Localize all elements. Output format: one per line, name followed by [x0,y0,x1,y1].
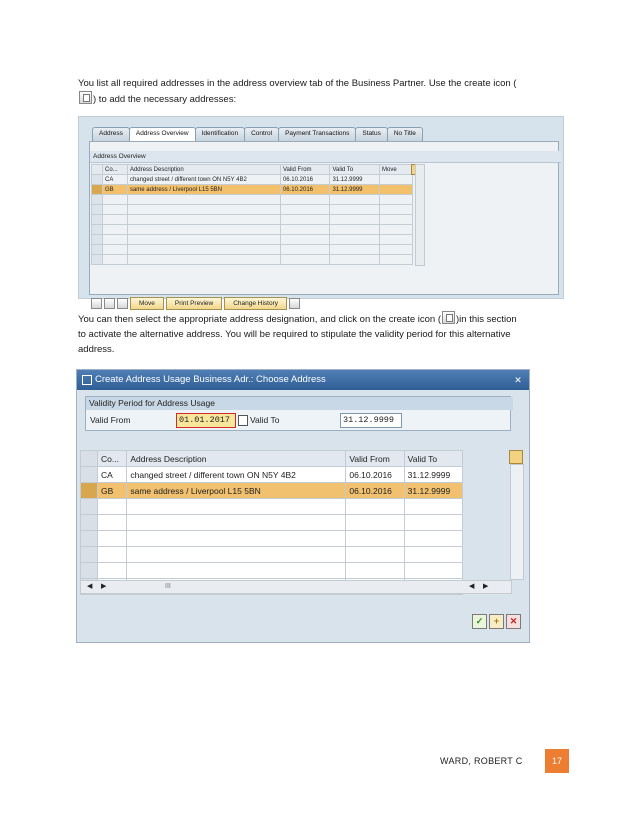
cell-from: 06.10.2016 [346,467,404,483]
empty-cell [330,225,380,235]
empty-cell [98,499,127,515]
column-header[interactable]: Move [380,165,413,175]
scroll-right-icon[interactable]: ▶ [101,583,107,590]
empty-row[interactable] [92,195,413,205]
move-button[interactable]: Move [130,297,164,310]
empty-cell [330,195,380,205]
cell-co: CA [103,175,128,185]
empty-cell [346,499,404,515]
table-toolbar [91,297,300,310]
table-settings-icon[interactable] [509,450,523,464]
cell-desc: same address / Liverpool L15 5BN [127,483,346,499]
column-header[interactable]: Co... [98,451,127,467]
column-header[interactable]: Valid From [280,165,330,175]
empty-cell [330,215,380,225]
cell-co: CA [98,467,127,483]
empty-cell [380,205,413,215]
empty-cell [103,205,128,215]
create-icon [79,91,92,104]
cell-to: 31.12.9999 [404,483,462,499]
cell-to: 31.12.9999 [330,185,380,195]
cell-to: 31.12.9999 [330,175,380,185]
group-title: Validity Period for Address Usage [86,397,513,410]
vertical-scrollbar[interactable] [510,464,524,580]
empty-cell [380,225,413,235]
validity-period-group [85,396,511,431]
table-header-row [81,451,463,467]
empty-row[interactable] [81,499,463,515]
table-header-row [92,165,413,175]
scroll-left-icon[interactable]: ◀ [87,583,93,590]
empty-row[interactable] [81,515,463,531]
column-header[interactable]: Valid To [330,165,380,175]
group-title: Address Overview [90,151,561,163]
tab-payment-transactions[interactable]: Payment Transactions [278,127,356,141]
print-preview-button[interactable]: Print Preview [166,297,222,310]
valid-to-input[interactable]: 31.12.9999 [340,413,402,428]
row-selector[interactable] [92,175,103,185]
empty-cell [280,235,330,245]
table-row[interactable] [81,467,463,483]
empty-row[interactable] [92,255,413,265]
valid-from-label: Valid From [90,415,131,425]
empty-cell [346,515,404,531]
confirm-check-icon[interactable]: ✓ [472,614,487,629]
address-table [91,164,413,265]
cell-desc: changed street / different town ON N5Y 4B2 [127,467,346,483]
empty-row[interactable] [81,531,463,547]
row-selector[interactable] [92,215,103,225]
empty-cell [404,515,462,531]
table-row[interactable] [92,175,413,185]
cell-from: 06.10.2016 [280,185,330,195]
address-overview-screenshot [78,116,564,307]
row-selector[interactable] [81,467,98,483]
empty-row[interactable] [92,225,413,235]
cell-to: 31.12.9999 [404,467,462,483]
empty-cell [98,563,127,579]
intro-paragraph [78,76,568,107]
cell-co: GB [103,185,128,195]
create-icon[interactable] [91,298,102,309]
table-row[interactable] [81,483,463,499]
cell-move [380,185,413,195]
close-icon[interactable]: ✕ [514,375,522,385]
empty-cell [330,235,380,245]
scroll-right-icon[interactable]: ▶ [483,583,489,590]
empty-cell [280,255,330,265]
instruction-text-line3: address. [78,344,115,355]
instruction-paragraph [78,311,568,357]
empty-cell [127,195,280,205]
horizontal-scrollbar[interactable] [80,580,512,594]
intro-text-line2: ) to add the necessary addresses: [93,94,237,105]
instruction-text-line2: to activate the alternative address. You will be required to stipulate the validity period for this alternative [78,329,511,340]
empty-cell [103,235,128,245]
empty-cell [127,205,280,215]
empty-row[interactable] [92,205,413,215]
expand-icon[interactable] [289,298,300,309]
empty-cell [346,531,404,547]
dialog-window-icon [82,375,92,385]
address-selection-table [80,450,463,595]
scroll-grip[interactable]: III [165,583,171,590]
empty-cell [380,215,413,225]
row-selector[interactable] [92,195,103,205]
row-selector[interactable] [92,235,103,245]
column-header[interactable]: Address Description [127,165,280,175]
choose-address-dialog-screenshot [76,369,530,643]
vertical-scrollbar[interactable] [415,164,425,266]
empty-cell [280,205,330,215]
row-selector[interactable] [81,547,98,563]
empty-cell [98,547,127,563]
empty-row[interactable] [92,245,413,255]
cancel-x-icon[interactable]: ✕ [506,614,521,629]
cell-desc: same address / Liverpool L15 5BN [127,185,280,195]
address-overview-panel [89,141,559,307]
column-header[interactable]: Co... [103,165,128,175]
tab-status[interactable]: Status [355,127,387,141]
empty-cell [127,225,280,235]
empty-cell [404,547,462,563]
tab-identification[interactable]: Identification [195,127,246,141]
empty-row[interactable] [92,235,413,245]
row-selector[interactable] [81,483,98,499]
empty-cell [127,547,346,563]
empty-cell [127,531,346,547]
page-number: 17 [545,749,569,773]
dialog-action-bar [472,614,521,629]
delete-icon[interactable] [117,298,128,309]
empty-cell [280,195,330,205]
empty-cell [127,515,346,531]
tab-control[interactable]: Control [244,127,279,141]
change-history-button[interactable]: Change History [224,297,287,310]
empty-cell [380,245,413,255]
row-selector[interactable] [92,185,103,195]
column-header[interactable]: Valid From [346,451,404,467]
instruction-text-line1a: You can then select the appropriate address designation, and click on the create icon ( [78,314,441,325]
tab-strip [92,127,422,141]
row-selector-header[interactable] [81,451,98,467]
empty-cell [280,245,330,255]
empty-cell [127,499,346,515]
display-icon[interactable] [104,298,115,309]
empty-cell [346,547,404,563]
empty-cell [404,563,462,579]
empty-cell [280,215,330,225]
empty-cell [380,195,413,205]
tab-no-title[interactable]: No Title [387,127,423,141]
valid-to-label: Valid To [250,415,280,425]
row-selector[interactable] [81,515,98,531]
empty-cell [127,255,280,265]
column-header[interactable]: Valid To [404,451,462,467]
empty-cell [98,531,127,547]
empty-cell [103,245,128,255]
row-selector[interactable] [81,499,98,515]
empty-cell [346,563,404,579]
intro-text-line1: You list all required addresses in the address overview tab of the Business Partner. Use the create icon ( [78,78,517,89]
empty-cell [330,205,380,215]
table-row[interactable] [92,185,413,195]
row-selector-header[interactable] [92,165,103,175]
row-selector[interactable] [81,531,98,547]
scroll-left-icon[interactable]: ◀ [469,583,475,590]
instruction-text-line1b: )in this section [456,314,517,325]
empty-cell [127,245,280,255]
empty-cell [280,225,330,235]
empty-cell [330,255,380,265]
footer-author: WARD, ROBERT C [440,756,523,766]
empty-cell [404,499,462,515]
row-selector[interactable] [81,563,98,579]
empty-cell [127,215,280,225]
tab-address-overview[interactable]: Address Overview [129,127,196,141]
empty-cell [127,235,280,245]
cell-move [380,175,413,185]
empty-row[interactable] [81,563,463,579]
empty-cell [127,563,346,579]
empty-cell [103,225,128,235]
empty-cell [330,245,380,255]
cell-desc: changed street / different town ON N5Y 4B2 [127,175,280,185]
empty-cell [103,255,128,265]
cell-co: GB [98,483,127,499]
column-header[interactable]: Address Description [127,451,346,467]
new-entry-icon[interactable]: + [489,614,504,629]
row-selector[interactable] [92,245,103,255]
empty-cell [380,255,413,265]
row-selector[interactable] [92,205,103,215]
cell-from: 06.10.2016 [346,483,404,499]
valid-from-input[interactable]: 01.01.2017 [176,413,236,428]
empty-cell [103,195,128,205]
dialog-title-bar [77,370,529,390]
calendar-icon[interactable] [238,415,248,426]
create-icon [442,311,455,324]
row-selector[interactable] [92,225,103,235]
empty-row[interactable] [92,215,413,225]
empty-cell [404,531,462,547]
cell-from: 06.10.2016 [280,175,330,185]
tab-address[interactable]: Address [92,127,130,141]
empty-cell [103,215,128,225]
empty-cell [380,235,413,245]
empty-row[interactable] [81,547,463,563]
empty-cell [98,515,127,531]
row-selector[interactable] [92,255,103,265]
dialog-title: Create Address Usage Business Adr.: Choose Address [95,374,326,385]
